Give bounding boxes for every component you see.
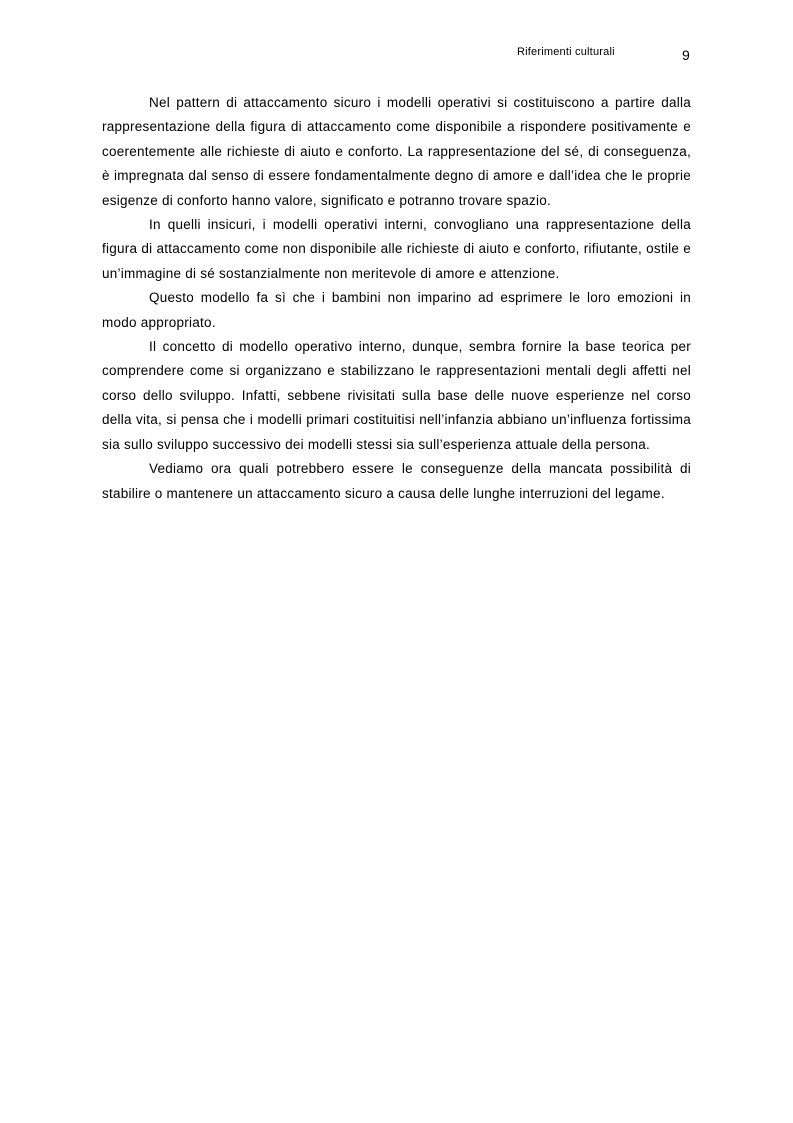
paragraph: Questo modello fa sì che i bambini non imparino ad esprimere le loro emozioni in modo appropriato. — [102, 290, 691, 330]
paragraph: Nel pattern di attaccamento sicuro i modelli operativi si costituiscono a partire dalla rappresentazione della figura di attaccamento come disponibile a rispondere positivamente e coerentemente alle richieste di aiuto e conforto. La rappresentazione del sé, di conseguenza, è impregnata dal senso di essere fondamentalmente degno di amore e dall’idea che le proprie esigenze di conforto hanno valore, significato e potranno trovare spazio. — [102, 95, 691, 208]
paragraph: Vediamo ora quali potrebbero essere le conseguenze della mancata possibilità di stabilire o mantenere un attaccamento sicuro a causa delle lunghe interruzioni del legame. — [102, 461, 691, 501]
running-header-title: Riferimenti culturali — [517, 46, 615, 58]
paragraph: In quelli insicuri, i modelli operativi interni, convogliano una rappresentazione della figura di attaccamento come non disponibile alle richieste di aiuto e conforto, rifiutante, ostile e un’immagine di sé sostanzialmente non meritevole di amore e attenzione. — [102, 217, 691, 281]
paragraph: Il concetto di modello operativo interno, dunque, sembra fornire la base teorica per comprendere come si organizzano e stabilizzano le rappresentazioni mentali degli affetti nel corso dello sviluppo. Infatti, sebbene rivisitati sulla base delle nuove esperienze nel corso della vita, si pensa che i modelli primari costituitisi nell’infanzia abbiano un’influenza fortissima sia sullo sviluppo successivo dei modelli stessi sia sull’esperienza attuale della persona. — [102, 339, 691, 452]
body-text — [102, 91, 691, 506]
page-number: 9 — [682, 47, 690, 63]
